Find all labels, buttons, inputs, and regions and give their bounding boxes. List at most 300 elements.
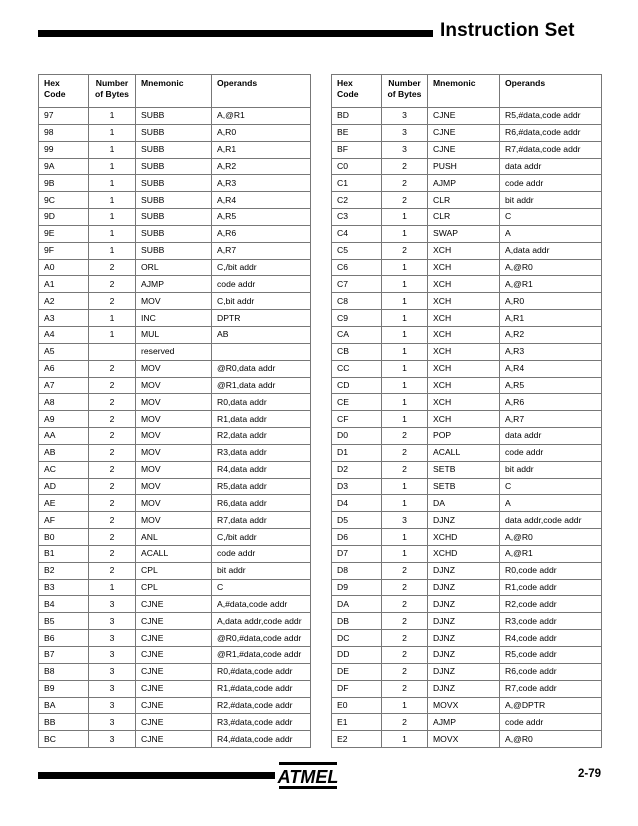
bytes-cell: 2: [89, 276, 136, 293]
hex-code-cell: 9B: [39, 175, 89, 192]
hex-code-cell: C2: [332, 192, 382, 209]
table-row: [332, 731, 602, 748]
bytes-cell: 1: [382, 276, 428, 293]
operands-cell: data addr: [500, 158, 602, 175]
bytes-cell: 3: [89, 697, 136, 714]
operands-cell: A,@DPTR: [500, 697, 602, 714]
hex-code-cell: AA: [39, 428, 89, 445]
hex-code-cell: DE: [332, 663, 382, 680]
mnemonic-cell: CJNE: [428, 124, 500, 141]
mnemonic-cell: CJNE: [136, 714, 212, 731]
page-number: 2-79: [578, 768, 602, 780]
bytes-cell: 1: [382, 529, 428, 546]
mnemonic-cell: reserved: [136, 343, 212, 360]
table-row: [332, 158, 602, 175]
bytes-cell: 3: [89, 731, 136, 748]
mnemonic-cell: DJNZ: [428, 512, 500, 529]
operands-cell: C: [500, 209, 602, 226]
bytes-cell: 1: [89, 158, 136, 175]
table-row: [332, 209, 602, 226]
mnemonic-cell: XCHD: [428, 545, 500, 562]
mnemonic-cell: SUBB: [136, 124, 212, 141]
table-row: [332, 108, 602, 125]
bytes-cell: 3: [89, 714, 136, 731]
bytes-cell: 1: [382, 731, 428, 748]
mnemonic-cell: MOVX: [428, 697, 500, 714]
mnemonic-cell: ACALL: [136, 545, 212, 562]
bytes-cell: 2: [89, 259, 136, 276]
bytes-cell: 1: [89, 192, 136, 209]
hex-code-cell: B5: [39, 613, 89, 630]
mnemonic-cell: DJNZ: [428, 613, 500, 630]
table-row: [332, 596, 602, 613]
table-row: [39, 310, 311, 327]
operands-cell: code addr: [500, 175, 602, 192]
table-row: [332, 394, 602, 411]
operands-cell: A,R4: [212, 192, 311, 209]
operands-cell: @R1,#data,code addr: [212, 647, 311, 664]
operands-cell: A,R4: [500, 360, 602, 377]
bytes-cell: 2: [89, 495, 136, 512]
bytes-cell: 2: [382, 242, 428, 259]
mnemonic-header: Mnemonic: [428, 75, 500, 108]
hex-code-cell: 9F: [39, 242, 89, 259]
operands-cell: R2,code addr: [500, 596, 602, 613]
table-row: [39, 276, 311, 293]
mnemonic-cell: CPL: [136, 579, 212, 596]
mnemonic-cell: MOV: [136, 428, 212, 445]
mnemonic-cell: XCH: [428, 259, 500, 276]
mnemonic-cell: MOV: [136, 478, 212, 495]
hex-code-cell: C4: [332, 225, 382, 242]
table-row: [332, 478, 602, 495]
table-row: [39, 495, 311, 512]
hex-code-cell: A9: [39, 411, 89, 428]
mnemonic-cell: SUBB: [136, 192, 212, 209]
bytes-cell: 1: [89, 579, 136, 596]
hex-code-cell: C3: [332, 209, 382, 226]
operands-cell: @R0,data addr: [212, 360, 311, 377]
mnemonic-cell: MOV: [136, 444, 212, 461]
operands-cell: R7,code addr: [500, 680, 602, 697]
table-row: [39, 579, 311, 596]
operands-cell: code addr: [500, 714, 602, 731]
mnemonic-cell: MOV: [136, 360, 212, 377]
table-row: [39, 242, 311, 259]
hex-code-cell: A0: [39, 259, 89, 276]
mnemonic-cell: SUBB: [136, 108, 212, 125]
hex-code-cell: C6: [332, 259, 382, 276]
hex-code-cell: DF: [332, 680, 382, 697]
hex-code-cell: DD: [332, 647, 382, 664]
mnemonic-cell: SETB: [428, 461, 500, 478]
mnemonic-cell: XCH: [428, 310, 500, 327]
hex-code-cell: A2: [39, 293, 89, 310]
operands-cell: R3,data addr: [212, 444, 311, 461]
bytes-cell: 2: [89, 545, 136, 562]
table-row: [332, 310, 602, 327]
bytes-cell: 3: [89, 647, 136, 664]
operands-cell: data addr,code addr: [500, 512, 602, 529]
bytes-cell: 2: [382, 562, 428, 579]
table-row: [39, 124, 311, 141]
hex-code-cell: 98: [39, 124, 89, 141]
table-row: [332, 579, 602, 596]
operands-cell: A,R5: [212, 209, 311, 226]
operands-cell: A,data addr,code addr: [212, 613, 311, 630]
operands-cell: A,R3: [500, 343, 602, 360]
table-row: [332, 259, 602, 276]
bytes-cell: 2: [89, 293, 136, 310]
bytes-cell: 2: [89, 360, 136, 377]
mnemonic-cell: MOV: [136, 411, 212, 428]
table-header-row: [332, 75, 602, 108]
table-row: [332, 377, 602, 394]
operands-cell: R0,code addr: [500, 562, 602, 579]
bytes-cell: 2: [382, 579, 428, 596]
operands-cell: R3,code addr: [500, 613, 602, 630]
bytes-cell: 2: [382, 461, 428, 478]
mnemonic-cell: SETB: [428, 478, 500, 495]
hex-code-cell: D2: [332, 461, 382, 478]
bytes-cell: 1: [89, 209, 136, 226]
bytes-cell: 1: [382, 326, 428, 343]
mnemonic-cell: CJNE: [136, 663, 212, 680]
table-row: [39, 512, 311, 529]
bytes-cell: 1: [89, 242, 136, 259]
mnemonic-cell: SWAP: [428, 225, 500, 242]
mnemonic-cell: AJMP: [428, 714, 500, 731]
hex-code-cell: DB: [332, 613, 382, 630]
bytes-cell: 3: [89, 630, 136, 647]
hex-code-cell: D0: [332, 428, 382, 445]
mnemonic-cell: MOV: [136, 293, 212, 310]
bytes-cell: 3: [89, 596, 136, 613]
bytes-cell: 2: [382, 596, 428, 613]
hex-code-cell: A6: [39, 360, 89, 377]
hex-code-cell: D1: [332, 444, 382, 461]
hex-code-cell: CD: [332, 377, 382, 394]
bytes-cell: 2: [382, 428, 428, 445]
mnemonic-cell: CJNE: [136, 680, 212, 697]
hex-code-cell: BE: [332, 124, 382, 141]
logo-text: ATMEL: [277, 767, 339, 787]
operands-cell: R0,#data,code addr: [212, 663, 311, 680]
table-row: [39, 680, 311, 697]
mnemonic-cell: SUBB: [136, 141, 212, 158]
hex-code-cell: D9: [332, 579, 382, 596]
operands-cell: A,@R1: [500, 545, 602, 562]
mnemonic-cell: AJMP: [136, 276, 212, 293]
table-row: [332, 276, 602, 293]
hex-code-cell: C1: [332, 175, 382, 192]
bytes-cell: 1: [382, 394, 428, 411]
hex-code-cell: 9A: [39, 158, 89, 175]
hex-code-cell: B8: [39, 663, 89, 680]
operands-cell: R5,#data,code addr: [500, 108, 602, 125]
operands-cell: R6,code addr: [500, 663, 602, 680]
table-row: [332, 175, 602, 192]
table-row: [332, 663, 602, 680]
bytes-cell: 1: [382, 209, 428, 226]
bytes-cell: 1: [382, 310, 428, 327]
table-row: [39, 158, 311, 175]
bytes-cell: 1: [382, 697, 428, 714]
mnemonic-cell: SUBB: [136, 225, 212, 242]
operands-cell: bit addr: [212, 562, 311, 579]
bytes-cell: 1: [382, 293, 428, 310]
bytes-cell: 2: [382, 175, 428, 192]
hex-code-header: Hex Code: [332, 75, 382, 108]
operands-cell: C,/bit addr: [212, 259, 311, 276]
bytes-cell: 2: [382, 680, 428, 697]
bytes-cell: 2: [89, 478, 136, 495]
hex-code-cell: 9D: [39, 209, 89, 226]
table-row: [332, 680, 602, 697]
mnemonic-cell: ANL: [136, 529, 212, 546]
table-row: [332, 141, 602, 158]
bytes-cell: 3: [382, 141, 428, 158]
table-row: [39, 377, 311, 394]
hex-code-cell: AE: [39, 495, 89, 512]
table-row: [332, 293, 602, 310]
bytes-cell: 1: [382, 545, 428, 562]
mnemonic-cell: CJNE: [136, 613, 212, 630]
bytes-cell: 2: [89, 461, 136, 478]
table-row: [332, 647, 602, 664]
table-row: [39, 141, 311, 158]
mnemonic-cell: DJNZ: [428, 596, 500, 613]
operands-cell: code addr: [500, 444, 602, 461]
footer-rule: [38, 772, 276, 779]
operands-cell: C,/bit addr: [212, 529, 311, 546]
table-row: [39, 192, 311, 209]
hex-code-cell: CA: [332, 326, 382, 343]
table-row: [332, 360, 602, 377]
hex-code-cell: 99: [39, 141, 89, 158]
mnemonic-cell: MOV: [136, 461, 212, 478]
bytes-cell: 2: [89, 411, 136, 428]
mnemonic-cell: XCH: [428, 293, 500, 310]
operands-cell: A: [500, 225, 602, 242]
table-row: [39, 731, 311, 748]
operands-cell: code addr: [212, 276, 311, 293]
hex-code-cell: CB: [332, 343, 382, 360]
operands-cell: A,R7: [212, 242, 311, 259]
hex-code-cell: BD: [332, 108, 382, 125]
mnemonic-cell: XCH: [428, 276, 500, 293]
operands-cell: A,R5: [500, 377, 602, 394]
mnemonic-cell: ORL: [136, 259, 212, 276]
table-row: [332, 714, 602, 731]
table-row: [39, 209, 311, 226]
operands-header: Operands: [212, 75, 311, 108]
bytes-cell: 2: [382, 630, 428, 647]
mnemonic-cell: CJNE: [136, 697, 212, 714]
bytes-cell: 3: [382, 124, 428, 141]
bytes-cell: 2: [382, 647, 428, 664]
table-row: [39, 394, 311, 411]
bytes-cell: 2: [89, 562, 136, 579]
table-row: [332, 562, 602, 579]
mnemonic-cell: MOV: [136, 512, 212, 529]
hex-code-cell: E1: [332, 714, 382, 731]
mnemonic-cell: DJNZ: [428, 562, 500, 579]
hex-code-cell: A5: [39, 343, 89, 360]
hex-code-cell: D3: [332, 478, 382, 495]
bytes-cell: 3: [89, 680, 136, 697]
operands-cell: R1,data addr: [212, 411, 311, 428]
bytes-cell: 1: [382, 225, 428, 242]
hex-code-cell: D6: [332, 529, 382, 546]
bytes-cell: 2: [382, 613, 428, 630]
operands-cell: A,R6: [212, 225, 311, 242]
hex-code-cell: CF: [332, 411, 382, 428]
table-row: [39, 545, 311, 562]
operands-cell: A,R2: [212, 158, 311, 175]
bytes-cell: 1: [382, 411, 428, 428]
table-row: [332, 697, 602, 714]
operands-cell: bit addr: [500, 192, 602, 209]
table-row: [39, 613, 311, 630]
instruction-table-left: [38, 74, 311, 748]
table-row: [39, 259, 311, 276]
mnemonic-cell: CJNE: [428, 108, 500, 125]
bytes-cell: 1: [89, 225, 136, 242]
table-row: [39, 360, 311, 377]
operands-cell: R3,#data,code addr: [212, 714, 311, 731]
operands-cell: A,R0: [212, 124, 311, 141]
operands-cell: R2,data addr: [212, 428, 311, 445]
mnemonic-cell: DA: [428, 495, 500, 512]
operands-cell: C: [212, 579, 311, 596]
hex-code-header: Hex Code: [39, 75, 89, 108]
operands-cell: A,R3: [212, 175, 311, 192]
hex-code-cell: CC: [332, 360, 382, 377]
hex-code-cell: BA: [39, 697, 89, 714]
operands-cell: A,R6: [500, 394, 602, 411]
table-row: [332, 192, 602, 209]
operands-cell: @R1,data addr: [212, 377, 311, 394]
mnemonic-cell: CLR: [428, 209, 500, 226]
mnemonic-cell: XCH: [428, 343, 500, 360]
hex-code-cell: D4: [332, 495, 382, 512]
mnemonic-cell: DJNZ: [428, 579, 500, 596]
mnemonic-cell: SUBB: [136, 209, 212, 226]
table-row: [39, 478, 311, 495]
table-row: [332, 529, 602, 546]
hex-code-cell: D5: [332, 512, 382, 529]
operands-cell: A,@R1: [500, 276, 602, 293]
table-row: [39, 461, 311, 478]
bytes-cell: 3: [382, 512, 428, 529]
table-row: [39, 108, 311, 125]
operands-cell: R6,#data,code addr: [500, 124, 602, 141]
mnemonic-cell: MOV: [136, 377, 212, 394]
mnemonic-cell: DJNZ: [428, 680, 500, 697]
table-row: [39, 411, 311, 428]
operands-cell: [212, 343, 311, 360]
bytes-cell: 2: [89, 512, 136, 529]
mnemonic-cell: MOVX: [428, 731, 500, 748]
mnemonic-cell: XCH: [428, 394, 500, 411]
operands-cell: R5,code addr: [500, 647, 602, 664]
operands-cell: AB: [212, 326, 311, 343]
bytes-cell: 2: [382, 714, 428, 731]
operands-cell: DPTR: [212, 310, 311, 327]
hex-code-cell: A4: [39, 326, 89, 343]
hex-code-cell: D8: [332, 562, 382, 579]
operands-cell: A,@R0: [500, 259, 602, 276]
table-row: [39, 428, 311, 445]
operands-cell: A,R1: [212, 141, 311, 158]
mnemonic-cell: CJNE: [136, 596, 212, 613]
table-row: [332, 343, 602, 360]
mnemonic-cell: XCH: [428, 360, 500, 377]
bytes-cell: 1: [89, 141, 136, 158]
table-row: [332, 225, 602, 242]
bytes-cell: 2: [89, 428, 136, 445]
hex-code-cell: AC: [39, 461, 89, 478]
operands-cell: data addr: [500, 428, 602, 445]
bytes-cell: 2: [89, 394, 136, 411]
hex-code-cell: 97: [39, 108, 89, 125]
table-row: [39, 529, 311, 546]
hex-code-cell: DA: [332, 596, 382, 613]
hex-code-cell: AF: [39, 512, 89, 529]
operands-cell: A: [500, 495, 602, 512]
table-row: [332, 630, 602, 647]
operands-cell: R1,code addr: [500, 579, 602, 596]
table-row: [39, 714, 311, 731]
hex-code-cell: 9C: [39, 192, 89, 209]
mnemonic-cell: DJNZ: [428, 663, 500, 680]
table-row: [332, 545, 602, 562]
table-row: [332, 428, 602, 445]
mnemonic-cell: AJMP: [428, 175, 500, 192]
mnemonic-cell: MOV: [136, 495, 212, 512]
mnemonic-cell: SUBB: [136, 242, 212, 259]
table-row: [39, 697, 311, 714]
bytes-cell: 1: [382, 495, 428, 512]
mnemonic-cell: SUBB: [136, 175, 212, 192]
operands-cell: R0,data addr: [212, 394, 311, 411]
hex-code-cell: D7: [332, 545, 382, 562]
mnemonic-cell: CJNE: [136, 731, 212, 748]
hex-code-cell: BB: [39, 714, 89, 731]
operands-header: Operands: [500, 75, 602, 108]
bytes-cell: [89, 343, 136, 360]
hex-code-cell: 9E: [39, 225, 89, 242]
hex-code-cell: B1: [39, 545, 89, 562]
table-row: [332, 124, 602, 141]
mnemonic-cell: POP: [428, 428, 500, 445]
header-rule: [38, 30, 433, 37]
bytes-cell: 1: [382, 360, 428, 377]
mnemonic-cell: XCH: [428, 326, 500, 343]
operands-cell: A,R2: [500, 326, 602, 343]
hex-code-cell: A3: [39, 310, 89, 327]
operands-cell: R7,data addr: [212, 512, 311, 529]
bytes-cell: 1: [89, 326, 136, 343]
table-row: [332, 242, 602, 259]
bytes-cell: 1: [382, 343, 428, 360]
bytes-cell: 1: [89, 124, 136, 141]
hex-code-cell: B6: [39, 630, 89, 647]
bytes-cell: 3: [89, 663, 136, 680]
hex-code-cell: AB: [39, 444, 89, 461]
hex-code-cell: BC: [39, 731, 89, 748]
